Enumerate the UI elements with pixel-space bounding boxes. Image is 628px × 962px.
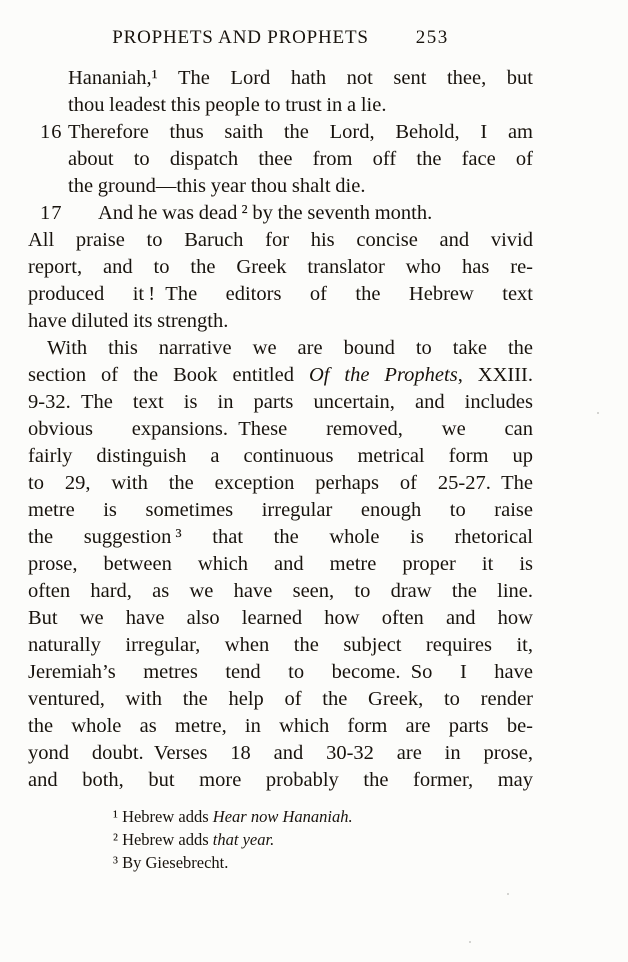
- page-number: 253: [415, 27, 449, 48]
- scan-speck: [469, 941, 471, 943]
- verse-line: [28, 119, 533, 146]
- text-run: often hard, as we have seen, to draw the line.: [28, 580, 533, 602]
- text-run: the suggestion ³ that the whole is rhetorical: [28, 526, 533, 548]
- footnotes: [28, 805, 533, 874]
- text-run: the whole as metre, in which form are parts be-: [28, 715, 533, 737]
- text-run: fairly distinguish a continuous metrical form up: [28, 445, 533, 467]
- text-run: prose, between which and metre proper it is: [28, 553, 533, 575]
- text-run: All praise to Baruch for his concise and vivid: [28, 229, 533, 251]
- scan-speck: [507, 893, 509, 895]
- text-run: ³ By Giesebrecht.: [113, 853, 229, 872]
- italic-phrase: that year.: [212, 830, 275, 849]
- prose-line: [28, 767, 533, 794]
- text-run: produced it ! The editors of the Hebrew text: [28, 283, 533, 305]
- prose-line: [28, 470, 533, 497]
- running-title: PROPHETS AND PROPHETS: [112, 27, 369, 48]
- text-run: the ground—this year thou shalt die.: [68, 175, 366, 197]
- prose-line: [28, 659, 533, 686]
- text-run: yond doubt. Verses 18 and 30-32 are in prose,: [28, 742, 533, 764]
- text-run: report, and to the Greek translator who has re-: [28, 256, 533, 278]
- text-run: And he was dead ² by the seventh month.: [98, 202, 433, 224]
- text-run: Jeremiah’s metres tend to become. So I have: [28, 661, 533, 683]
- text-run: 9-32. The text is in parts uncertain, and includes: [28, 391, 533, 413]
- text-run: to 29, with the exception perhaps of 25-27. The: [28, 472, 533, 494]
- scan-speck: [597, 412, 599, 414]
- text-run: , XXIII.: [457, 364, 533, 386]
- prose-line: [28, 686, 533, 713]
- verse-line: [28, 173, 533, 200]
- text-run: have diluted its strength.: [28, 310, 229, 332]
- running-head: [28, 26, 533, 50]
- verse-line: [28, 146, 533, 173]
- prose-line: [28, 497, 533, 524]
- text-run: and both, but more probably the former, may: [28, 769, 533, 791]
- text-run: naturally irregular, when the subject requires it,: [28, 634, 533, 656]
- prose-line: [28, 389, 533, 416]
- text-run: about to dispatch thee from off the face of: [68, 148, 533, 170]
- prose-line: [28, 524, 533, 551]
- verse-line: [28, 200, 533, 227]
- footnote-line: [28, 828, 533, 851]
- verse-number: 16: [40, 121, 63, 143]
- prose-line: [28, 632, 533, 659]
- footnote-line: [28, 805, 533, 828]
- prose-line: [28, 254, 533, 281]
- prose-line: [28, 335, 533, 362]
- verse-line: [28, 65, 533, 92]
- prose-line: [28, 227, 533, 254]
- text-run: thou leadest this people to trust in a lie.: [68, 94, 387, 116]
- prose-line: [28, 362, 533, 389]
- text-run: But we have also learned how often and how: [28, 607, 533, 629]
- text-run: ventured, with the help of the Greek, to render: [28, 688, 533, 710]
- prose-line: [28, 281, 533, 308]
- prose-line: [28, 713, 533, 740]
- text-run: ¹ Hebrew adds: [113, 807, 213, 826]
- prose-line: [28, 578, 533, 605]
- prose-line: [28, 443, 533, 470]
- prose-line: [28, 740, 533, 767]
- prose-line: [28, 551, 533, 578]
- prose-line: [28, 308, 533, 335]
- prose-line: [28, 605, 533, 632]
- text-run: With this narrative we are bound to take the: [47, 337, 533, 359]
- verse-number: 17: [40, 202, 63, 224]
- italic-phrase: Hear now Hananiah.: [212, 807, 353, 826]
- page-body: [28, 65, 533, 794]
- footnote-line: [28, 851, 533, 874]
- italic-phrase: Of the Prophets: [308, 364, 458, 386]
- text-run: obvious expansions. These removed, we can: [28, 418, 533, 440]
- text-run: Therefore thus saith the Lord, Behold, I am: [68, 121, 533, 143]
- text-run: metre is sometimes irregular enough to raise: [28, 499, 533, 521]
- text-run: Hananiah,¹ The Lord hath not sent thee, but: [68, 67, 533, 89]
- text-run: section of the Book entitled: [28, 364, 309, 386]
- verse-line: [28, 92, 533, 119]
- prose-line: [28, 416, 533, 443]
- text-run: ² Hebrew adds: [113, 830, 213, 849]
